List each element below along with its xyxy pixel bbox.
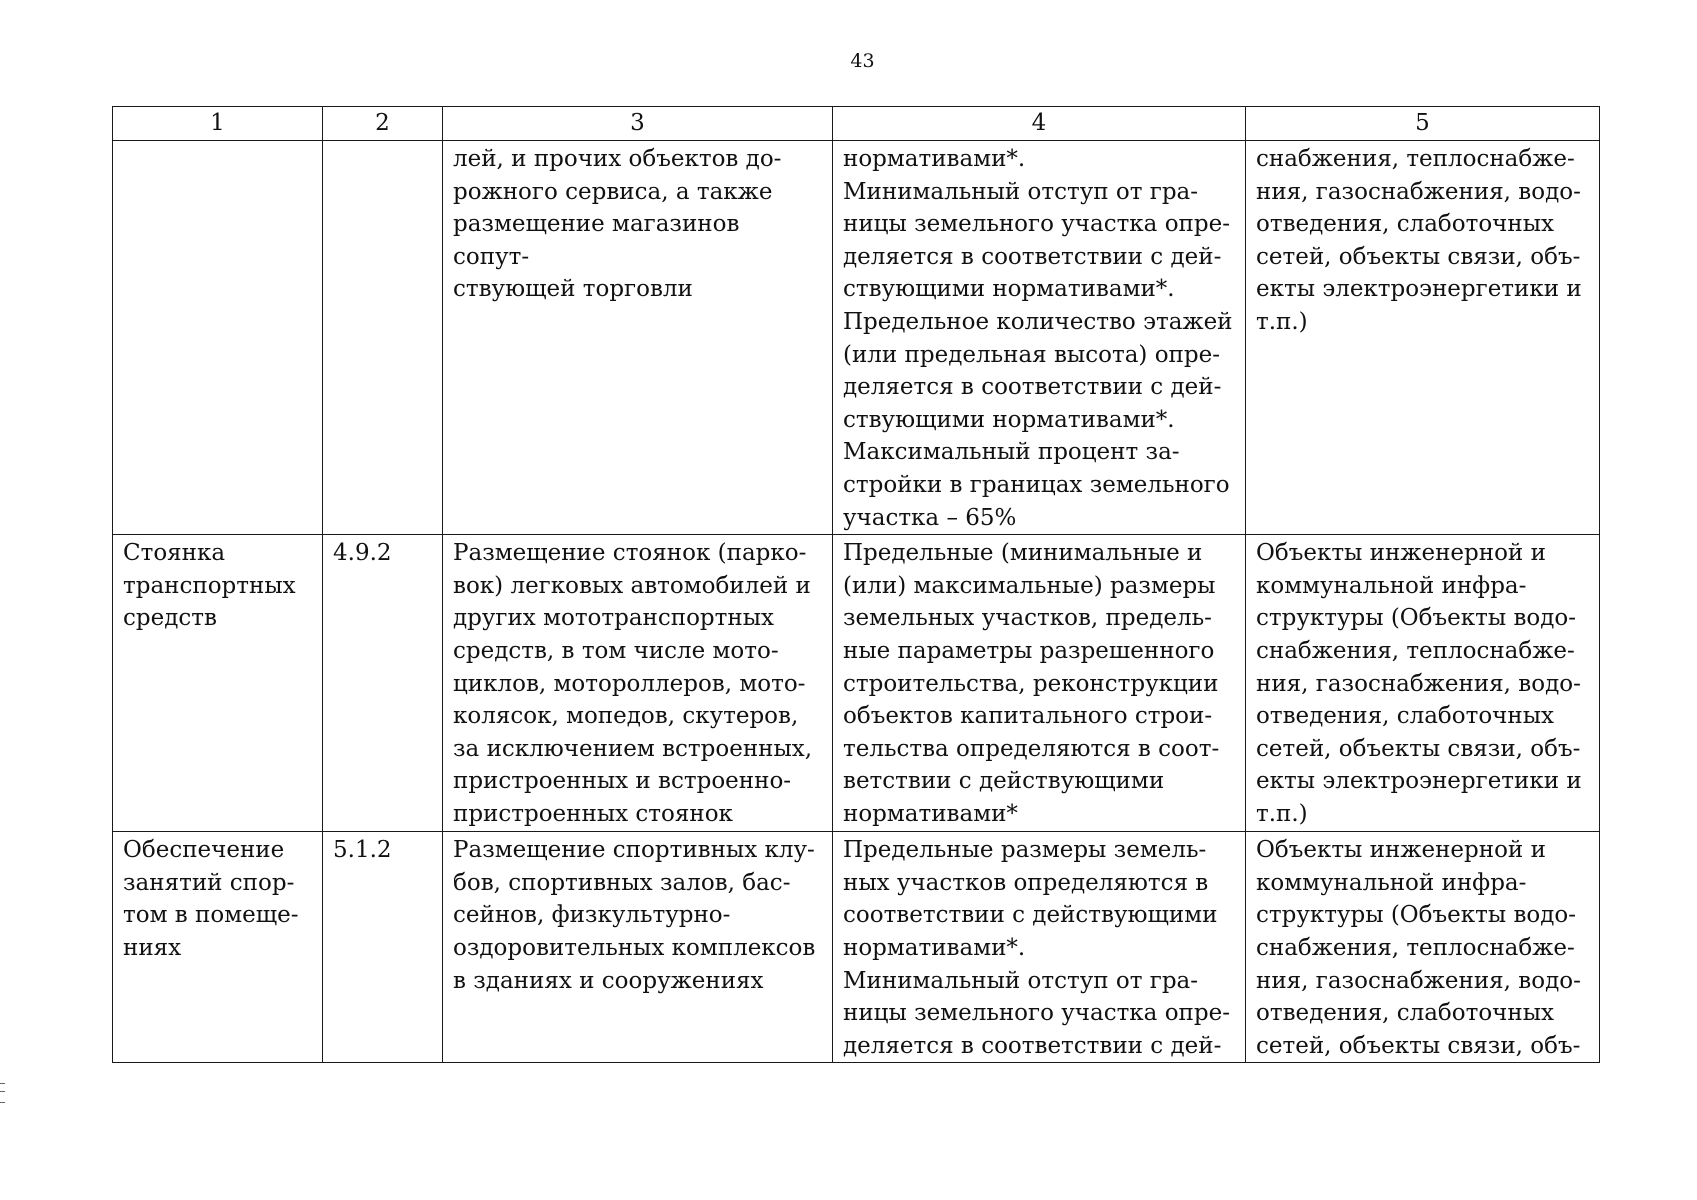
- cell-use-code: 5.1.2: [323, 832, 443, 1063]
- page-number: 43: [850, 50, 875, 72]
- header-col-5: 5: [1246, 107, 1600, 141]
- cell-use-description: лей, и прочих объектов до- рожного сервиса, а также размещение магазинов сопут- ствующей торговли: [443, 141, 833, 535]
- cell-use-description: Размещение стоянок (парко- вок) легковых автомобилей и других мототранспортных средств, в том числе мото- циклов, мотороллеров, мото- колясок, мопедов, скутеров, за исключением встроенных, пристроенных и встроенно- пристроенных стоянок: [443, 535, 833, 832]
- header-col-1: 1: [113, 107, 323, 141]
- regulations-table: [112, 106, 1600, 1063]
- cell-use-description: Размещение спортивных клу- бов, спортивных залов, бас- сейнов, физкультурно- оздоровительных комплексов в зданиях и сооружениях: [443, 832, 833, 1063]
- header-col-4: 4: [833, 107, 1246, 141]
- header-col-3: 3: [443, 107, 833, 141]
- cell-parameters: Предельные размеры земель- ных участков определяются в соответствии с действующими нормативами*. Минимальный отступ от гра- ницы земельного участка опре- деляется в соответствии с дей-: [833, 832, 1246, 1063]
- cell-parameters: нормативами*. Минимальный отступ от гра- ницы земельного участка опре- деляется в соответствии с дей- ствующими нормативами*. Предельное количество этажей (или предельная высота) опре- деляется в соответствии с дей- ствующими нормативами*. Максимальный процент за- стройки в границах земельного участка – 65%: [833, 141, 1246, 535]
- table-row: [113, 535, 1600, 832]
- cell-use-name: Обеспечение занятий спор- том в помеще- ниях: [113, 832, 323, 1063]
- cell-auxiliary-uses: Объекты инженерной и коммунальной инфра- структуры (Объекты водо- снабжения, теплоснабже- ния, газоснабжения, водо- отведения, слаботочных сетей, объекты связи, объ-: [1246, 832, 1600, 1063]
- table-row: [113, 141, 1600, 535]
- cell-parameters: Предельные (минимальные и (или) максимальные) размеры земельных участков, предель- ные параметры разрешенного строительства, реконструкции объектов капитального строи- тельства определяются в соот- ветствии с действующими нормативами*: [833, 535, 1246, 832]
- cell-use-code: [323, 141, 443, 535]
- table-row: [113, 832, 1600, 1063]
- cell-use-code: 4.9.2: [323, 535, 443, 832]
- scan-edge-mark: [0, 1083, 5, 1103]
- cell-use-name: [113, 141, 323, 535]
- header-col-2: 2: [323, 107, 443, 141]
- table-header-row: [113, 107, 1600, 141]
- cell-auxiliary-uses: снабжения, теплоснабже- ния, газоснабжения, водо- отведения, слаботочных сетей, объекты связи, объ- екты электроэнергетики и т.п.): [1246, 141, 1600, 535]
- cell-use-name: Стоянка транспортных средств: [113, 535, 323, 832]
- cell-auxiliary-uses: Объекты инженерной и коммунальной инфра- структуры (Объекты водо- снабжения, теплоснабже- ния, газоснабжения, водо- отведения, слаботочных сетей, объекты связи, объ- екты электроэнергетики и т.п.): [1246, 535, 1600, 832]
